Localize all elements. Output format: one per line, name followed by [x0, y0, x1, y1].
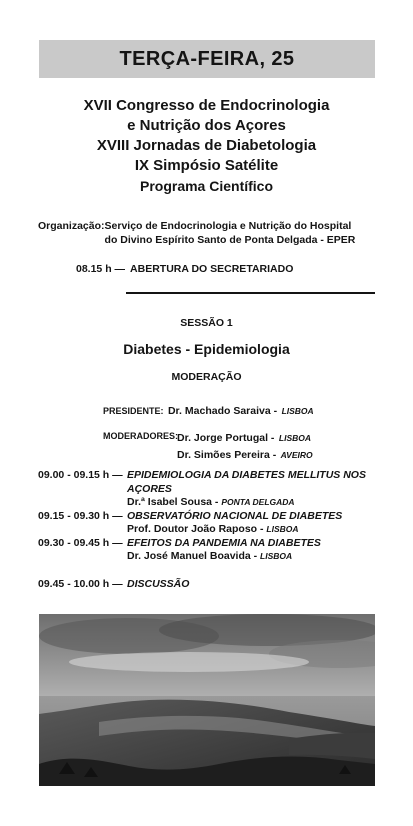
president-name: Dr. Machado Saraiva - [167, 405, 278, 417]
talk-title: EPIDEMIOLOGIA DA DIABETES MELLITUS NOS AÇORES [127, 469, 366, 495]
schedule-item [38, 469, 378, 510]
talk-title: EFEITOS DA PANDEMIA NA DIABETES [127, 536, 321, 549]
schedule-time: 09.30 - 09.45 h — [38, 536, 123, 549]
title-line-5: Programa Científico [139, 178, 274, 194]
president-label: PRESIDENTE: [103, 406, 164, 416]
talk-title: OBSERVATÓRIO NACIONAL DE DIABETES [127, 509, 343, 522]
schedule-time: 09.45 - 10.00 h — [38, 577, 123, 590]
moderator-name: Dr. Jorge Portugal - [177, 432, 275, 444]
opening-text: ABERTURA DO SECRETARIADO [130, 263, 294, 275]
organization-text [105, 219, 356, 247]
moderators-label: MODERADORES: [103, 431, 179, 441]
moderators-block [103, 429, 313, 463]
speaker-name: Dr. José Manuel Boavida - [127, 550, 258, 562]
speaker-name: Dr.ª Isabel Sousa - [127, 496, 219, 508]
divider [126, 292, 375, 294]
session-label: SESSÃO 1 [180, 317, 233, 329]
schedule-time: 09.00 - 09.15 h — [38, 469, 123, 481]
schedule-item [38, 510, 378, 537]
president-place: LISBOA [281, 406, 314, 416]
schedule-item [38, 578, 378, 592]
organization [38, 219, 355, 247]
speaker-name: Prof. Doutor João Raposo - [127, 523, 264, 535]
moderator-place: LISBOA [278, 433, 312, 443]
session-title: Diabetes - Epidemiologia [123, 341, 290, 357]
title-line-3: XVIII Jornadas de Diabetologia [96, 137, 317, 154]
organization-label: Organização: [38, 220, 105, 232]
speaker-place: LISBOA [260, 551, 293, 561]
opening-line [76, 263, 293, 275]
title-line-2: e Nutrição dos Açores [127, 117, 286, 134]
day-banner [39, 40, 375, 78]
organization-line-2: do Divino Espírito Santo de Ponta Delgada - EPER [104, 234, 356, 246]
opening-time: 08.15 h — [76, 263, 126, 275]
landscape-photo [39, 614, 375, 786]
program-title [0, 96, 413, 196]
speaker-place: PONTA DELGADA [221, 497, 295, 507]
schedule-time: 09.15 - 09.30 h — [38, 509, 123, 522]
schedule-list [38, 469, 378, 591]
talk-title: DISCUSSÃO [127, 577, 190, 590]
moderator-row [103, 429, 313, 446]
moderator-name: Dr. Simões Pereira - [177, 449, 277, 461]
day-title: TERÇA-FEIRA, 25 [119, 47, 295, 70]
organization-line-1: Serviço de Endocrinologia e Nutrição do Hospital [104, 220, 352, 232]
moderation-heading: MODERAÇÃO [171, 371, 242, 383]
title-line-4: IX Simpósio Satélite [134, 157, 279, 174]
landscape-image [39, 614, 375, 786]
schedule-item [38, 537, 378, 564]
moderator-place: AVEIRO [280, 450, 313, 460]
president-line [103, 401, 314, 419]
moderator-row [103, 446, 313, 463]
speaker-place: LISBOA [266, 524, 299, 534]
title-line-1: XVII Congresso de Endocrinologia [83, 97, 330, 114]
